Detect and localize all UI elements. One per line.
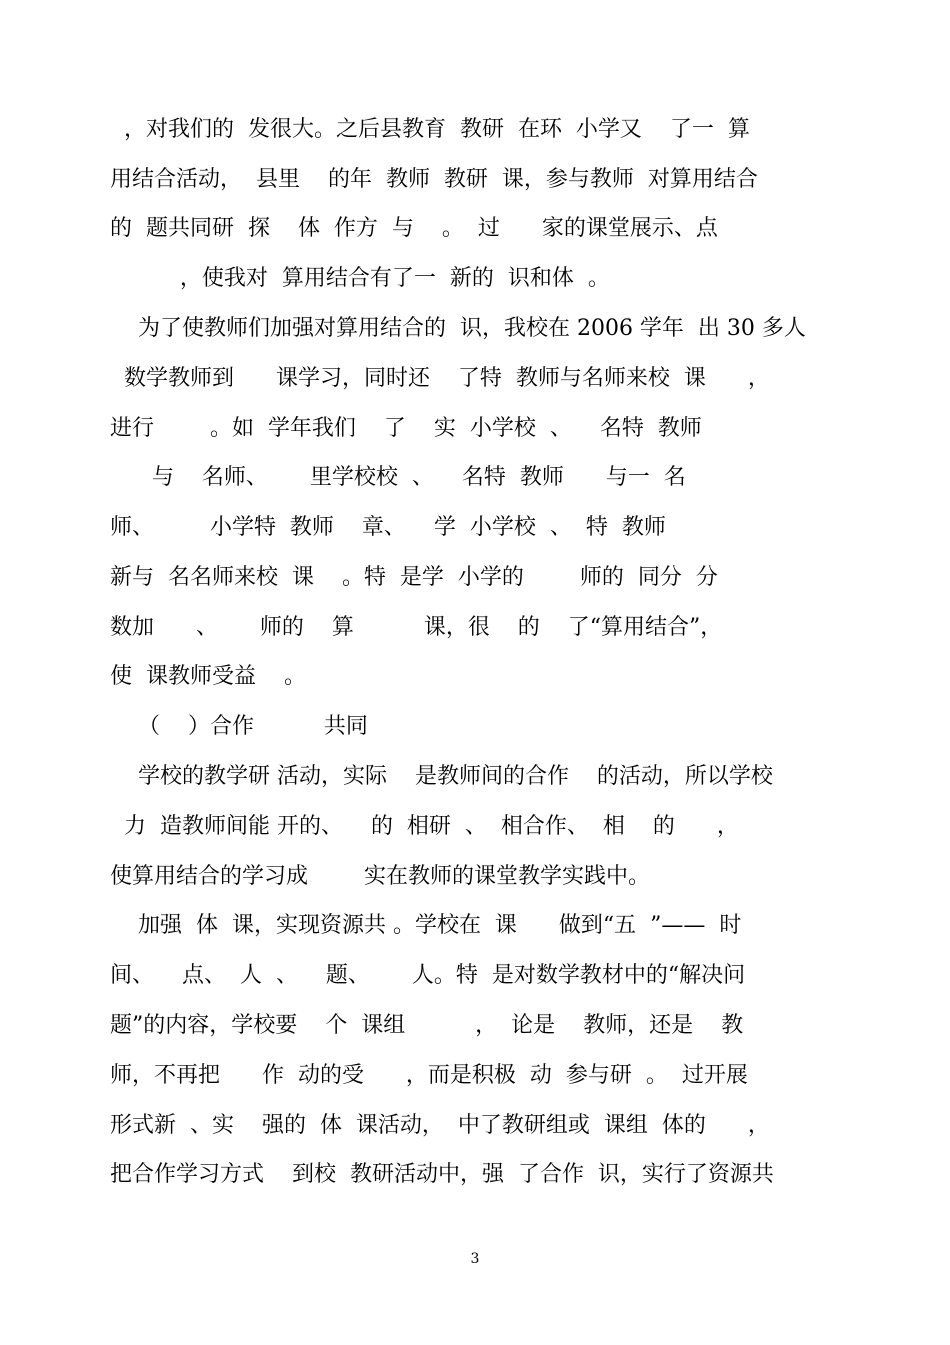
text-line: 加强 体 课，实现资源共 。学校在 课 做到“五 ”—— 时 xyxy=(110,913,742,938)
text-line: 与 名师、 里学校校 、 名特 教师 与一 名 xyxy=(110,465,686,490)
text-line: 力 造教师间能 开的、 的 相研 、 相合作、 相 的 ， xyxy=(110,814,739,839)
text-line: 师、 小学特 教师 章、 学 小学校 、 特 教师 xyxy=(110,515,666,540)
text-line: 形式新 、实 强的 体 课活动， 中了教研组或 课组 体的 ， xyxy=(110,1113,770,1138)
text-line: 进行 。如 学年我们 了 实 小学校 、 名特 教师 xyxy=(110,416,702,441)
text-line: 学校的教学研 活动，实际 是教师间的合作 的活动，所以学校 xyxy=(110,764,773,789)
text-line: 的 题共同研 探 体 作方 与 。 过 家的课堂展示、点 xyxy=(110,216,718,241)
text-line: 题”的内容，学校要 个 课组 ， 论是 教师，还是 教 xyxy=(110,1013,744,1038)
text-line: ，对我们的 发很大。之后县教育 教研 在环 小学又 了一 算 xyxy=(110,117,750,142)
text-line: 用结合活动， 县里 的年 教师 教研 课，参与教师 对算用结合 xyxy=(110,167,758,192)
text-line: 使 课教师受益 。 xyxy=(110,664,306,689)
text-line: 使算用结合的学习成 实在教师的课堂教学实践中。 xyxy=(110,864,650,889)
text-line: 师，不再把 作 动的受 ，而是积极 动 参与研 。 过开展 xyxy=(110,1063,748,1088)
text-line: 数学教师到 课学习，同时还 了特 教师与名师来校 课 ， xyxy=(110,366,770,391)
text-line: ，使我对 算用结合有了一 新的 识和体 。 xyxy=(110,266,610,291)
section-heading: （ ）合作 共同 xyxy=(110,714,368,739)
text-line: 把合作学习方式 到校 教研活动中，强 了合作 识，实行了资源共 xyxy=(110,1162,774,1187)
text-line: 新与 名名师来校 课 。特 是学 小学的 师的 同分 分 xyxy=(110,565,718,590)
page-number: 3 xyxy=(470,1251,480,1267)
text-line: 为了使教师们加强对算用结合的 识，我校在 2006 学年 出 30 多人 xyxy=(110,316,806,341)
text-line: 间、 点、 人 、 题、 人。特 是对数学教材中的“解决问 xyxy=(110,963,746,988)
text-line: 数加 、 师的 算 课，很 的 了“算用结合”， xyxy=(110,615,723,640)
